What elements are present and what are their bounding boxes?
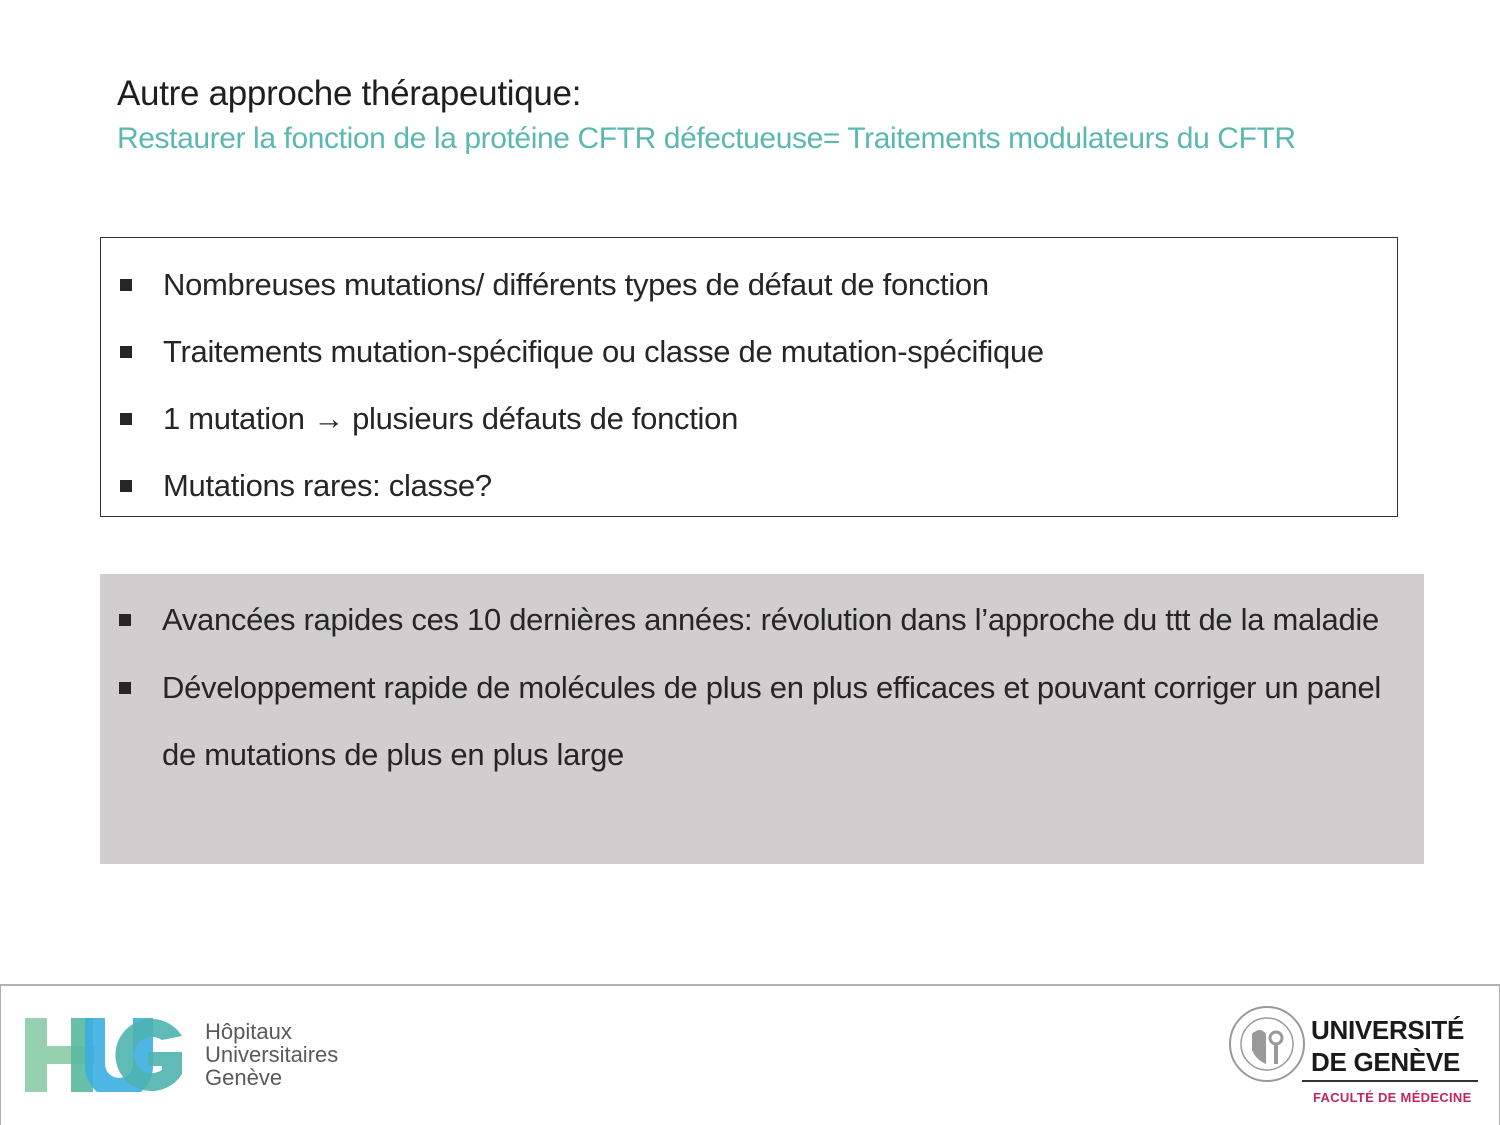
faculty-label: FACULTÉ DE MÉDECINE [1313,1090,1472,1105]
hug-logo-icon [25,1018,185,1092]
slide-title: Autre approche thérapeutique: [117,74,582,113]
square-bullet-icon [120,480,132,492]
list-item: Nombreuses mutations/ différents types de défaut de fonction [101,251,1397,318]
list-item: Mutations rares: classe? [101,452,1397,519]
square-bullet-icon [120,279,132,291]
square-bullet-icon [119,682,131,694]
unige-logo-text: UNIVERSITÉ DE GENÈVE [1311,1015,1465,1077]
key-points-box [100,237,1398,517]
list-item: Avancées rapides ces 10 dernières années: révolution dans l’approche du ttt de la maladie [100,586,1424,654]
hug-logo-text: Hôpitaux Universitaires Genève [205,1019,339,1090]
university-seal-icon [1228,1004,1306,1084]
list-item: Traitements mutation-spécifique ou classe de mutation-spécifique [101,318,1397,385]
advances-list [100,574,1424,789]
square-bullet-icon [119,614,131,626]
square-bullet-icon [120,346,132,358]
list-item: Développement rapide de molécules de plus en plus efficaces et pouvant corriger un panel de mutations de plus en plus large [100,654,1424,789]
advances-box [100,574,1424,864]
key-points-list [101,238,1397,519]
list-item: 1 mutation → plusieurs défauts de fonction [101,385,1397,452]
logo-divider [1302,1080,1478,1082]
square-bullet-icon [120,413,132,425]
slide-subtitle: Restaurer la fonction de la protéine CFTR défectueuse= Traitements modulateurs du CFTR [117,122,1296,155]
